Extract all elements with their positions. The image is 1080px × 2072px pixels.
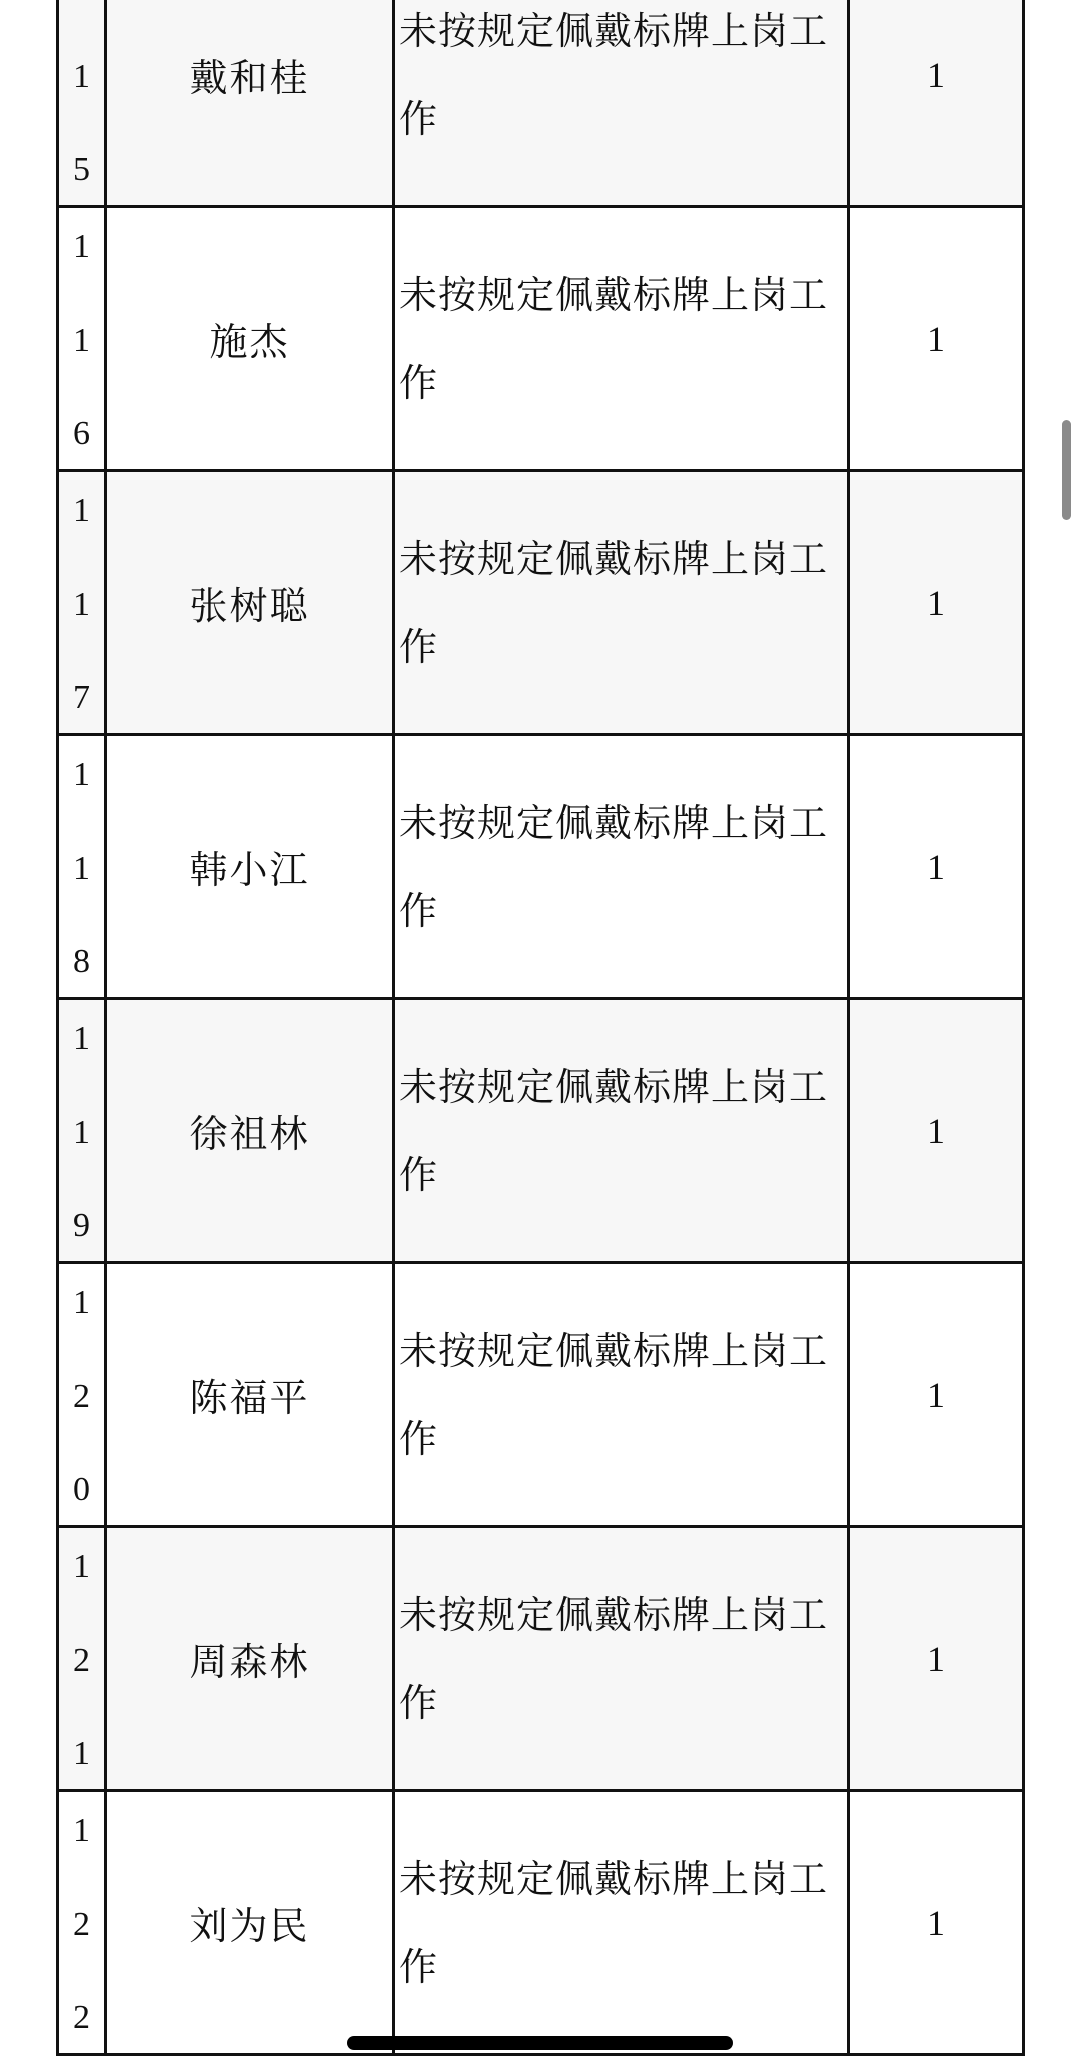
- violation-count: 1: [927, 54, 945, 95]
- count-cell: [849, 1527, 1024, 1791]
- reason-cell: [394, 999, 849, 1263]
- index-digit: 1: [73, 321, 90, 359]
- count-cell: [849, 471, 1024, 735]
- name-cell: [106, 735, 394, 999]
- index-cell: [58, 999, 106, 1263]
- person-name: 陈福平: [189, 1376, 310, 1420]
- index-digit: 1: [73, 57, 90, 95]
- index-digit: 2: [73, 1377, 90, 1415]
- person-name: 戴和桂: [189, 56, 310, 100]
- index-digit: 2: [73, 1905, 90, 1943]
- person-name: 张树聪: [189, 584, 310, 628]
- name-cell: [106, 471, 394, 735]
- count-cell: [849, 207, 1024, 471]
- index-digit: 1: [73, 585, 90, 623]
- violation-reason: 未按规定佩戴标牌上岗工作: [399, 536, 829, 669]
- table-row: [58, 471, 1024, 735]
- violation-reason: 未按规定佩戴标牌上岗工作: [399, 1328, 829, 1461]
- index-digit: 1: [73, 1548, 90, 1585]
- reason-cell: [394, 0, 849, 207]
- index-cell: [58, 1263, 106, 1527]
- table-row: [58, 1527, 1024, 1791]
- index-cell: [58, 0, 106, 207]
- table-row: [58, 999, 1024, 1263]
- violation-count: 1: [927, 846, 945, 887]
- name-cell: [106, 999, 394, 1263]
- index-digit: 8: [73, 943, 90, 980]
- reason-cell: [394, 1527, 849, 1791]
- vertical-scrollbar[interactable]: [1062, 420, 1071, 520]
- home-indicator[interactable]: [347, 2036, 733, 2050]
- index-digit: 1: [73, 228, 90, 265]
- index-digit: 1: [73, 1020, 90, 1057]
- violation-reason: 未按规定佩戴标牌上岗工作: [399, 1064, 829, 1197]
- person-name: 徐祖林: [189, 1112, 310, 1156]
- violation-count: 1: [927, 1374, 945, 1415]
- violation-count: 1: [927, 582, 945, 623]
- violation-count: 1: [927, 1110, 945, 1151]
- table-row: [58, 0, 1024, 207]
- violation-reason: 未按规定佩戴标牌上岗工作: [399, 1856, 829, 1989]
- index-digit: 1: [73, 756, 90, 793]
- violation-count: 1: [927, 1902, 945, 1943]
- index-digit: 1: [73, 1812, 90, 1849]
- index-digit: 1: [73, 1113, 90, 1151]
- violations-table: [56, 0, 1025, 2056]
- index-cell: [58, 207, 106, 471]
- count-cell: [849, 1263, 1024, 1527]
- reason-cell: [394, 735, 849, 999]
- index-digit: 2: [73, 1999, 90, 2036]
- name-cell: [106, 1263, 394, 1527]
- table-row: [58, 207, 1024, 471]
- count-cell: [849, 0, 1024, 207]
- count-cell: [849, 735, 1024, 999]
- violation-reason: 未按规定佩戴标牌上岗工作: [399, 800, 829, 933]
- index-digit: 1: [73, 1284, 90, 1321]
- name-cell: [106, 0, 394, 207]
- violation-reason: 未按规定佩戴标牌上岗工作: [399, 1592, 829, 1725]
- index-digit: 5: [73, 151, 90, 188]
- reason-cell: [394, 471, 849, 735]
- name-cell: [106, 1791, 394, 2055]
- table-row: [58, 1791, 1024, 2055]
- name-cell: [106, 207, 394, 471]
- count-cell: [849, 999, 1024, 1263]
- violation-count: 1: [927, 318, 945, 359]
- violation-count: 1: [927, 1638, 945, 1679]
- index-digit: 6: [73, 415, 90, 452]
- violation-reason: 未按规定佩戴标牌上岗工作: [399, 8, 829, 141]
- index-digit: 1: [73, 1735, 90, 1772]
- index-digit: 1: [73, 492, 90, 529]
- index-cell: [58, 1791, 106, 2055]
- index-cell: [58, 471, 106, 735]
- count-cell: [849, 1791, 1024, 2055]
- name-cell: [106, 1527, 394, 1791]
- index-digit: 0: [73, 1471, 90, 1508]
- reason-cell: [394, 1791, 849, 2055]
- person-name: 刘为民: [189, 1904, 310, 1948]
- index-digit: 9: [73, 1207, 90, 1244]
- person-name: 韩小江: [189, 848, 310, 892]
- table-row: [58, 735, 1024, 999]
- index-digit: 2: [73, 1641, 90, 1679]
- index-digit: [73, 0, 90, 4]
- person-name: 施杰: [209, 320, 290, 364]
- index-cell: [58, 1527, 106, 1791]
- person-name: 周森林: [189, 1640, 310, 1684]
- violation-reason: 未按规定佩戴标牌上岗工作: [399, 272, 829, 405]
- index-digit: 1: [73, 849, 90, 887]
- table-row: [58, 1263, 1024, 1527]
- index-digit: 7: [73, 679, 90, 716]
- reason-cell: [394, 1263, 849, 1527]
- index-cell: [58, 735, 106, 999]
- reason-cell: [394, 207, 849, 471]
